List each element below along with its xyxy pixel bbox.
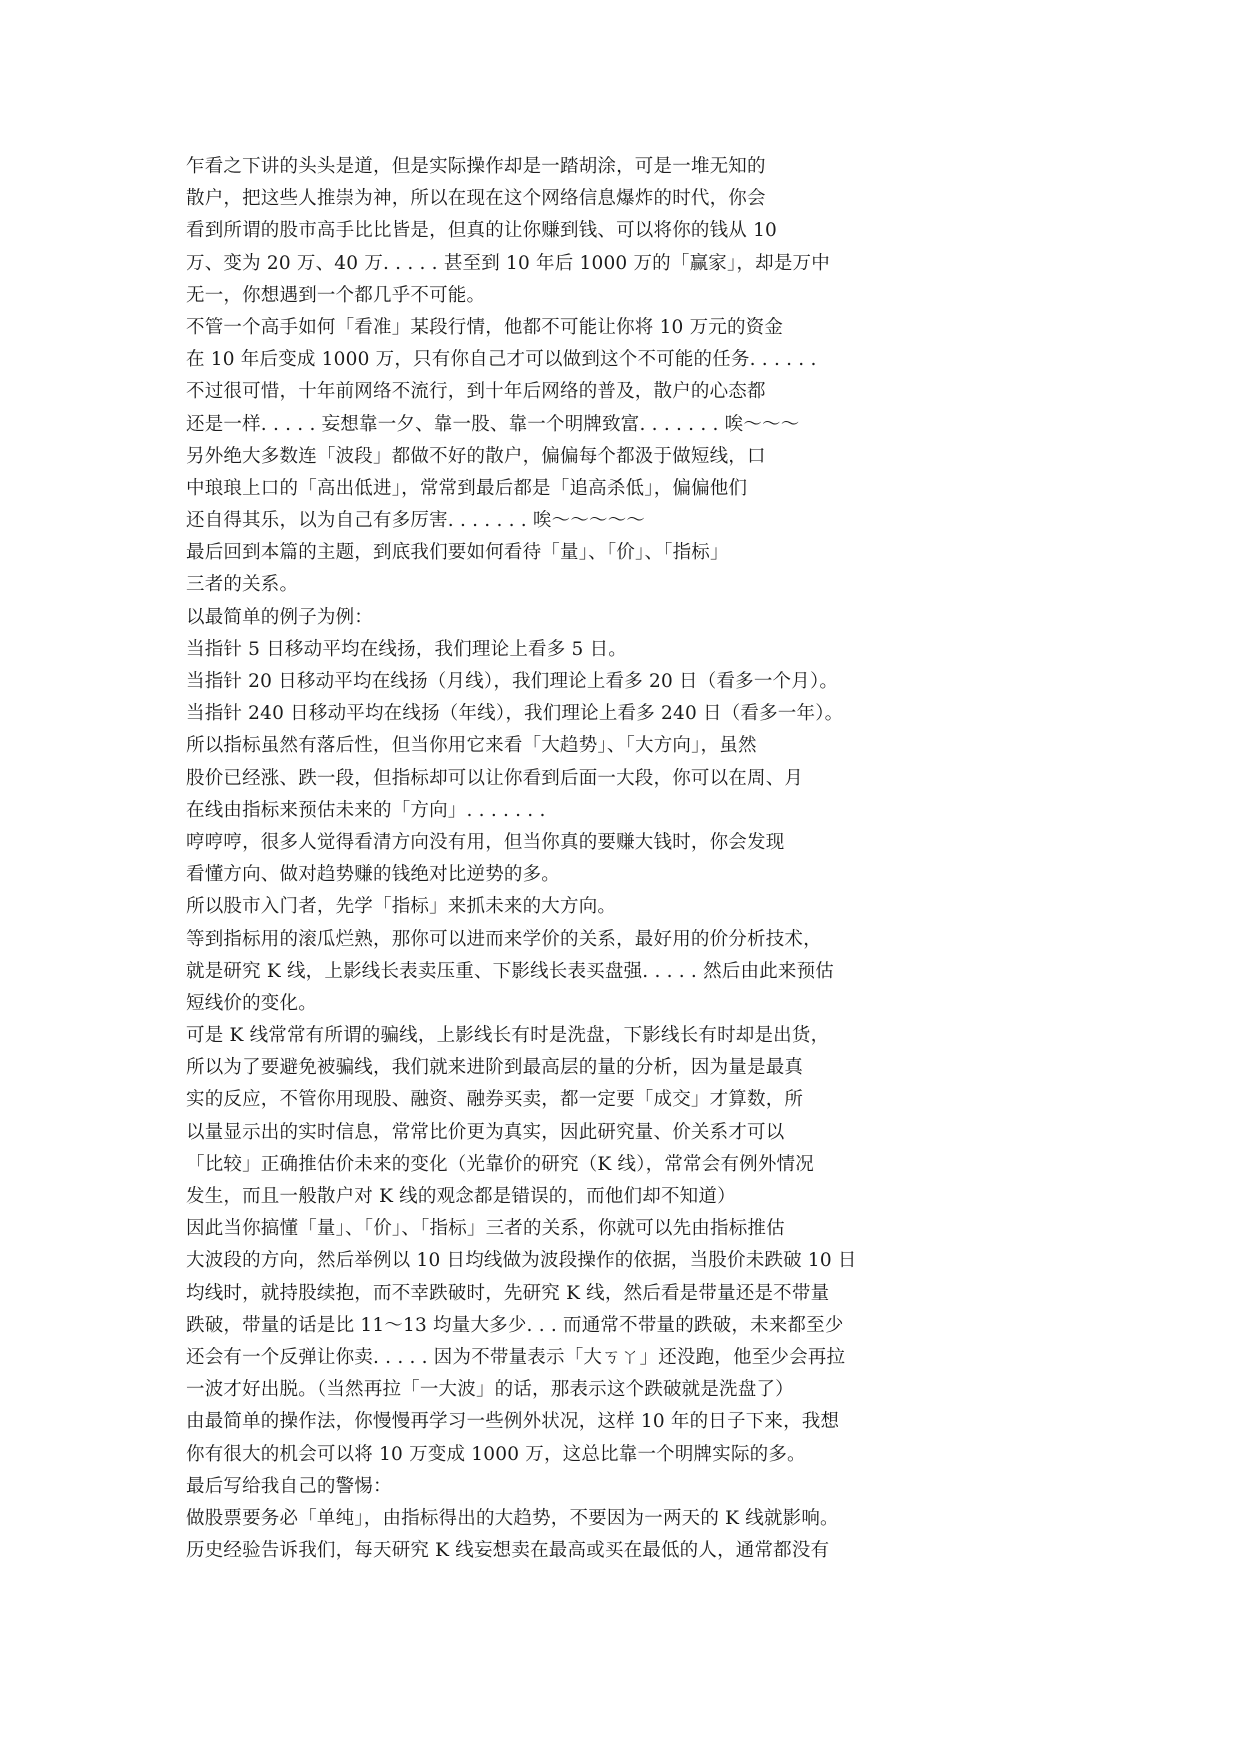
text-line: 历史经验告诉我们，每天研究 K 线妄想卖在最高或买在最低的人，通常都没有	[186, 1540, 830, 1562]
text-line: 你有很大的机会可以将 10 万变成 1000 万，这总比靠一个明牌实际的多。	[186, 1443, 806, 1465]
text-line: 均线时，就持股续抱，而不幸跌破时，先研究 K 线，然后看是带量还是不带量	[186, 1282, 830, 1304]
text-line: 无一，你想遇到一个都几乎不可能。	[186, 284, 486, 306]
text-line: 因此当你搞懂「量」、「价」、「指标」三者的关系，你就可以先由指标推估	[186, 1218, 785, 1240]
text-line: 短线价的变化。	[186, 992, 317, 1014]
text-line: 看懂方向、做对趋势赚的钱绝对比逆势的多。	[186, 864, 561, 886]
text-line: 在 10 年后变成 1000 万，只有你自己才可以做到这个不可能的任务. . . . . .	[186, 349, 817, 371]
text-line: 当指针 20 日移动平均在线扬（月线），我们理论上看多 20 日（看多一个月）。	[186, 671, 839, 692]
text-line: 由最简单的操作法，你慢慢再学习一些例外状况，这样 10 年的日子下来，我想	[186, 1411, 840, 1433]
body-text	[186, 151, 1186, 1567]
text-line: 当指针 5 日移动平均在线扬，我们理论上看多 5 日。	[186, 638, 627, 660]
text-line: 在线由指标来预估未来的「方向」. . . . . . .	[186, 799, 546, 821]
text-line: 乍看之下讲的头头是道，但是实际操作却是一踏胡涂，可是一堆无知的	[186, 156, 766, 177]
text-line: 「比较」正确推估价未来的变化（光靠价的研究（K 线），常常会有例外情况	[186, 1153, 814, 1175]
text-line: 一波才好出脱。（当然再拉「一大波」的话，那表示这个跌破就是洗盘了）	[186, 1379, 794, 1401]
text-line: 最后回到本篇的主题，到底我们要如何看待「量」、「价」、「指标」	[186, 542, 729, 564]
text-line: 所以指标虽然有落后性，但当你用它来看「大趋势」、「大方向」，虽然	[186, 735, 757, 757]
text-line: 三者的关系。	[186, 574, 299, 596]
text-line: 可是 K 线常常有所谓的骗线，上影线长有时是洗盘，下影线长有时却是出货，	[186, 1025, 830, 1047]
text-line: 看到所谓的股市高手比比皆是，但真的让你赚到钱、可以将你的钱从 10	[186, 220, 778, 242]
text-line: 发生，而且一般散户对 K 线的观念都是错误的，而他们却不知道）	[186, 1186, 736, 1207]
text-line: 以量显示出的实时信息，常常比价更为真实，因此研究量、价关系才可以	[186, 1121, 785, 1143]
text-line: 中琅琅上口的「高出低进」，常常到最后都是「追高杀低」，偏偏他们	[186, 477, 748, 499]
text-line: 还自得其乐，以为自己有多厉害. . . . . . . 唉～～～～～	[186, 510, 646, 532]
text-line: 当指针 240 日移动平均在线扬（年线），我们理论上看多 240 日（看多一年）。	[186, 703, 844, 725]
text-line: 还是一样. . . . . 妄想靠一夕、靠一股、靠一个明牌致富. . . . . . . 唉～～～	[186, 413, 800, 435]
text-line: 等到指标用的滚瓜烂熟，那你可以进而来学价的关系，最好用的价分析技术，	[186, 928, 822, 950]
text-line: 股价已经涨、跌一段，但指标却可以让你看到后面一大段，你可以在周、月	[186, 767, 804, 789]
text-line: 另外绝大多数连「波段」都做不好的散户，偏偏每个都汲于做短线，口	[186, 445, 766, 467]
text-line: 不管一个高手如何「看准」某段行情，他都不可能让你将 10 万元的资金	[186, 316, 784, 338]
text-line: 哼哼哼，很多人觉得看清方向没有用，但当你真的要赚大钱时，你会发现	[186, 831, 785, 853]
text-line: 跌破，带量的话是比 11～13 均量大多少. . . 而通常不带量的跌破，未来都至少	[186, 1314, 844, 1336]
text-line: 散户，把这些人推崇为神，所以在现在这个网络信息爆炸的时代，你会	[186, 188, 766, 210]
text-line: 万、变为 20 万、40 万. . . . . 甚至到 10 年后 1000 万的「赢家」，却是万中	[186, 252, 830, 274]
text-line: 大波段的方向，然后举例以 10 日均线做为波段操作的依据，当股价未跌破 10 日	[186, 1250, 857, 1272]
text-line: 所以为了要避免被骗线，我们就来进阶到最高层的量的分析，因为量是最真	[186, 1057, 804, 1079]
text-line: 实的反应，不管你用现股、融资、融券买卖，都一定要「成交」才算数，所	[186, 1089, 804, 1111]
text-line: 还会有一个反弹让你卖. . . . . 因为不带量表示「大ㄎㄚ」还没跑，他至少会再拉	[186, 1346, 846, 1368]
text-line: 不过很可惜，十年前网络不流行，到十年后网络的普及，散户的心态都	[186, 381, 766, 403]
text-line: 以最简单的例子为例：	[186, 606, 374, 628]
text-line: 做股票要务必「单纯」，由指标得出的大趋势，不要因为一两天的 K 线就影响。	[186, 1507, 839, 1529]
text-line: 最后写给我自己的警惕：	[186, 1475, 392, 1497]
text-line: 就是研究 K 线，上影线长表卖压重、下影线长表买盘强. . . . . 然后由此来预估	[186, 960, 834, 982]
text-line: 所以股市入门者，先学「指标」来抓未来的大方向。	[186, 896, 617, 918]
